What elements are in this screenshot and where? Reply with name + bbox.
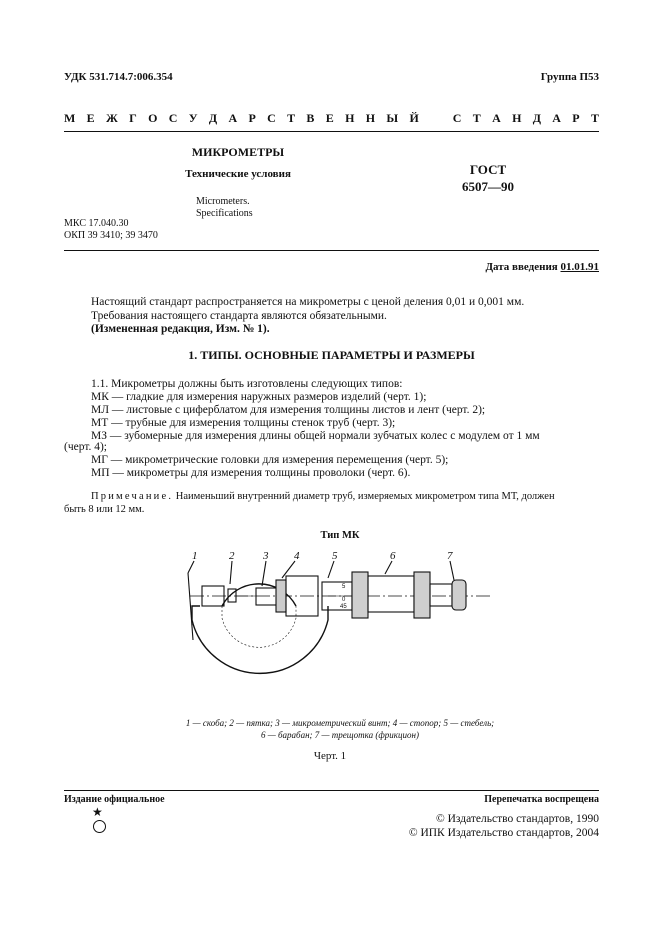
interstate-letter: Н [512,111,522,125]
note-label: Примечание. [91,491,174,502]
gost-label: ГОСТ [469,162,507,177]
interstate-letter: Р [572,111,580,125]
thimble-knurl-2 [414,572,430,618]
leader-line-2 [230,561,232,584]
note [91,490,599,503]
interstate-standard-heading [64,111,599,126]
footer-rule [64,790,599,791]
type-mz: МЗ — зубомерные для измерения длины общей нормали зубчатых колес с модулем от 1 мм [91,430,540,442]
type-mz-continued: (черт. 4); [64,441,108,453]
callout-1: 1 [192,550,198,562]
classification-codes [64,218,158,242]
scale-5: 5 [342,584,346,590]
interstate-letter: Т [472,111,481,125]
spindle [256,588,278,605]
micrometer-drawing [170,548,500,713]
gost-number [448,161,528,195]
type-ml: МЛ — листовые с циферблатом для измерения толщины листов и лент (черт. 2); [91,404,486,416]
effective-date-label: Дата введения [485,261,558,273]
intro-paragraph-2: Требования настоящего стандарта являются обязательными. [91,310,387,322]
interstate-letter: Р [248,111,256,125]
official-edition: Издание официальное [64,794,165,805]
effective-date [485,261,599,273]
callout-6: 6 [390,550,396,562]
caption-line-1: 1 — скоба; 2 — пятка; 3 — микрометрический винт; 4 — стопор; 5 — стебель; [185,718,495,728]
figure-title: Тип МК [320,530,360,541]
interstate-letter: В [306,111,315,125]
interstate-letter: М [64,111,76,125]
interstate-letter: А [228,111,238,125]
interstate-letter: Ж [105,111,118,125]
leader-line-1 [188,561,194,573]
interstate-letter: Е [325,111,334,125]
type-mk: МК — гладкие для измерения наружных размеров изделий (черт. 1); [91,391,427,403]
type-mg: МГ — микрометрические головки для измерения перемещения (черт. 5); [91,454,449,466]
circle-icon [93,820,106,833]
interstate-letter: С [267,111,276,125]
effective-date-value: 01.01.91 [560,261,599,273]
types-intro: 1.1. Микрометры должны быть изготовлены следующих типов: [91,378,403,390]
leader-line-5 [328,561,334,578]
intro-paragraph-1: Настоящий стандарт распространяется на микрометры с ценой деления 0,01 и 0,001 мм. [91,296,525,308]
interstate-letter: Т [590,111,599,125]
copyright-1990: © Издательство стандартов, 1990 [435,813,599,825]
english-title [196,196,253,220]
group-code: Группа П53 [540,71,599,83]
leader-line-3 [262,561,266,586]
reprint-notice: Перепечатка воспрещена [484,794,599,805]
figure-label: Черт. 1 [313,750,347,762]
section-heading: 1. ТИПЫ. ОСНОВНЫЕ ПАРАМЕТРЫ И РАЗМЕРЫ [188,348,475,362]
callout-7: 7 [447,550,453,562]
interstate-letter: Н [345,111,355,125]
interstate-letter: Н [365,111,376,125]
interstate-letter: О [148,111,158,125]
interstate-letter: А [492,111,501,125]
callout-2: 2 [229,550,235,562]
interstate-letter: Т [287,111,296,125]
callout-5: 5 [332,550,338,562]
note-text: Наименьший внутренний диаметр труб, измеряемых микрометром типа МТ, должен [173,491,555,502]
callout-3: 3 [263,550,269,562]
note-continued: быть 8 или 12 мм. [64,504,145,515]
interstate-letter: С [452,111,462,125]
title-rule [64,250,599,251]
english-title-line1: Micrometers. [196,196,250,207]
document-subtitle: Технические условия [185,168,291,180]
ratchet-knurl [452,580,466,610]
type-mp: МП — микрометры для измерения толщины проволоки (черт. 6). [91,467,411,479]
interstate-letter: Г [129,111,137,125]
interstate-letter: Й [409,111,419,125]
gost-code: 6507—90 [462,179,514,194]
interstate-letter: С [168,111,178,125]
mks-code: МКС 17.040.30 [64,218,129,229]
type-mt: МТ — трубные для измерения толщины стенок труб (черт. 3); [91,417,396,429]
ratchet-neck [430,584,452,606]
leader-line-6 [385,561,392,574]
udk-code: УДК 531.714.7:006.354 [64,71,173,83]
interstate-letter: Ы [386,111,399,125]
leader-line-7 [450,561,454,580]
english-title-line2: Specifications [196,208,253,219]
header-rule [64,131,599,132]
document-title: МИКРОМЕТРЫ [191,145,285,159]
lock-knurl [276,580,286,612]
interstate-letter: Д [532,111,541,125]
thimble [368,576,414,612]
star-icon: ★ [92,805,103,819]
copyright-2004: © ИПК Издательство стандартов, 2004 [408,827,599,839]
amendment-note: (Измененная редакция, Изм. № 1). [91,323,270,335]
interstate-letter: А [552,111,561,125]
okp-code: ОКП 39 3410; 39 3470 [64,230,158,241]
interstate-letter: Д [208,111,218,125]
callout-4: 4 [294,550,300,562]
interstate-letter: У [188,111,198,125]
thimble-knurl [352,572,368,618]
scale-0: 0 [342,597,346,603]
interstate-letter: Е [86,111,95,125]
scale-45: 45 [340,604,347,610]
caption-line-2: 6 — барабан; 7 — трещотка (фрикцион) [261,730,419,740]
figure-caption [150,717,530,741]
